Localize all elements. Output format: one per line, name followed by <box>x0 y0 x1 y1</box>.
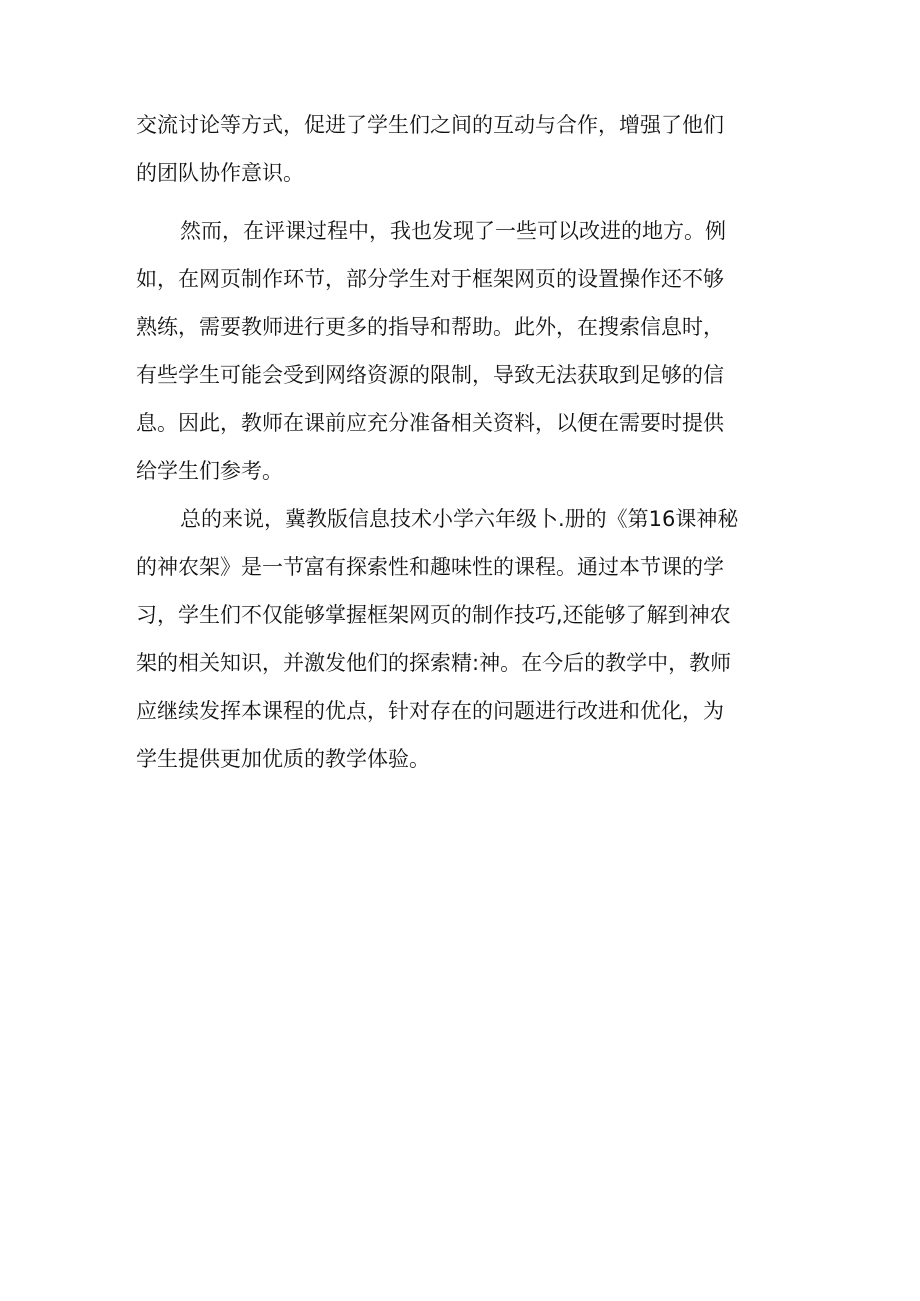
paragraph-2-line-3: 熟练，需要教师进行更多的指导和帮助。此外，在搜索信息时， <box>136 315 724 339</box>
paragraph-2-line-4: 有些学生可能会受到网络资源的限制，导致无法获取到足够的信 <box>136 363 724 387</box>
paragraph-2-line-1: 然而，在评课过程中，我也发现了一些可以改进的地方。例 <box>180 219 726 243</box>
paragraph-3-line-5: 应继续发挥本课程的优点，针对存在的问题进行改进和优化，为 <box>136 699 724 723</box>
paragraph-2-line-2: 如，在网页制作环节，部分学生对于框架网页的设置操作还不够 <box>136 267 724 291</box>
paragraph-3-line-4: 架的相关知识，并激发他们的探索精:神。在今后的教学中，教师 <box>136 651 732 675</box>
paragraph-1-line-2: 的团队协作意识。 <box>136 161 304 185</box>
paragraph-1-line-1: 交流讨论等方式，促进了学生们之间的互动与合作，增强了他们 <box>136 113 724 137</box>
paragraph-3-line-3: 习，学生们不仅能够掌握框架网页的制作技巧,还能够了解到神农 <box>136 603 731 627</box>
paragraph-2-line-5: 息。因此，教师在课前应充分准备相关资料，以便在需要时提供 <box>136 411 724 435</box>
paragraph-3-line-6: 学生提供更加优质的教学体验。 <box>136 747 430 771</box>
paragraph-3-line-2: 的神农架》是一节富有探索性和趣味性的课程。通过本节课的学 <box>136 555 724 579</box>
paragraph-3-line-1: 总的来说，冀教版信息技术小学六年级卜.册的《第16课神秘 <box>180 507 739 531</box>
paragraph-2-line-6: 给学生们参考。 <box>136 459 283 483</box>
